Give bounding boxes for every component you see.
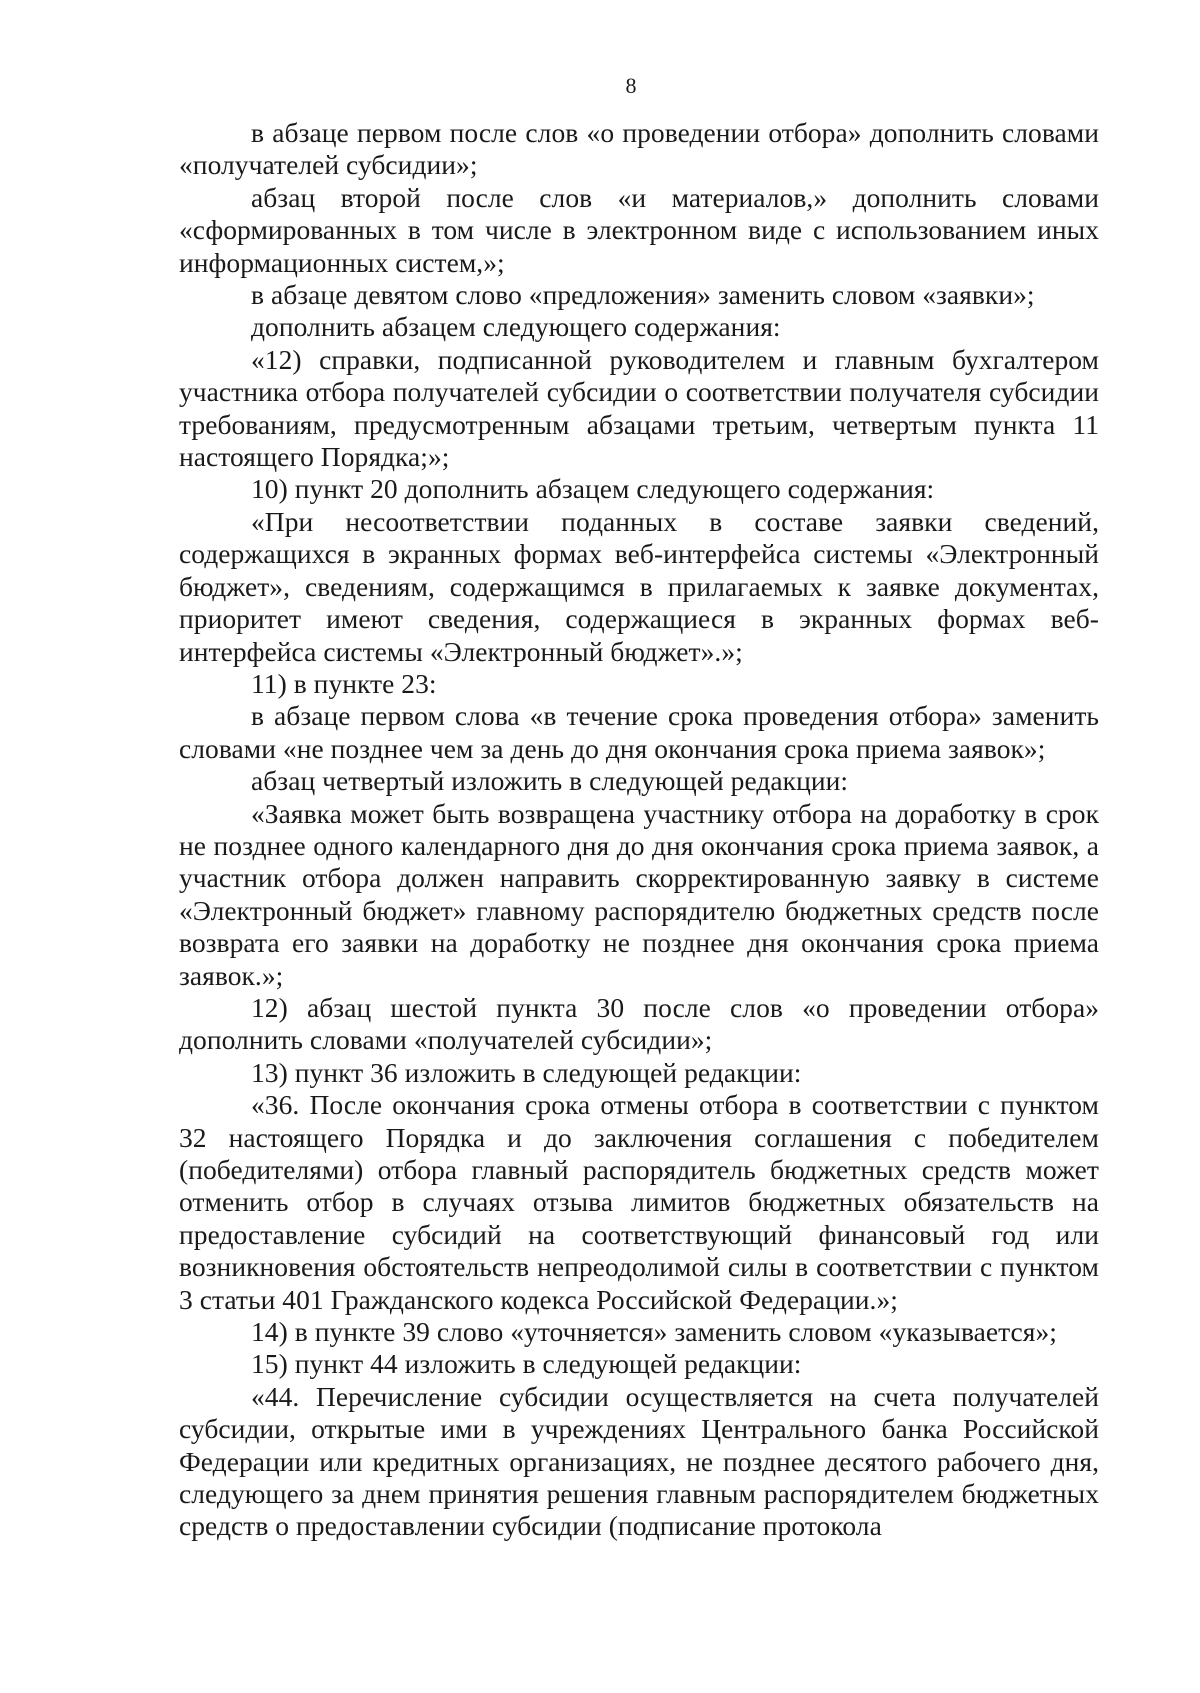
paragraph: 14) в пункте 39 слово «уточняется» заменить словом «указывается»;: [251, 1316, 1057, 1348]
paragraph: дополнить абзацем следующего содержания:: [251, 311, 781, 343]
paragraph: абзац четвертый изложить в следующей редакции:: [251, 765, 849, 797]
paragraph: 10) пункт 20 дополнить абзацем следующего содержания:: [251, 473, 935, 505]
paragraph: «44. Перечисление субсидии осуществляется на счета получателей субсидии, открытые ими в учреждениях Центрального банка Российской Федерации или кредитных организациях, не позднее десятого рабочего дня, следующего за днем принятия решения главным распорядителем бюджетных средств о предоставлении субсидии (подписание протокола: [179, 1380, 1099, 1542]
paragraph: «При несоответствии поданных в составе заявки сведений, содержащихся в экранных формах веб-интерфейса системы «Электронный бюджет», сведениям, содержащимся в прилагаемых к заявке документах, приоритет имеют сведения, содержащиеся в экранных формах веб-интерфейса системы «Электронный бюджет».»;: [179, 505, 1099, 667]
paragraph: 12) абзац шестой пункта 30 после слов «о проведении отбора» дополнить словами «получателей субсидии»;: [179, 991, 1099, 1056]
paragraph: «12) справки, подписанной руководителем и главным бухгалтером участника отбора получателей субсидии о соответствии получателя субсидии требованиям, предусмотренным абзацами третьим, четвертым пункта 11 настоящего Порядка;»;: [179, 343, 1099, 473]
paragraph: 11) в пункте 23:: [251, 667, 437, 699]
paragraph: в абзаце первом слова «в течение срока проведения отбора» заменить словами «не позднее чем за день до дня окончания срока приема заявок»;: [179, 700, 1099, 764]
paragraph: 15) пункт 44 изложить в следующей редакции:: [251, 1348, 802, 1380]
page-number: 8: [625, 73, 637, 98]
document-body: [179, 117, 1099, 1543]
paragraph: «Заявка может быть возвращена участнику отбора на доработку в срок не позднее одного календарного дня до дня окончания срока приема заявок, а участник отбора должен направить скорректированную заявку в системе «Электронный бюджет» главному распорядителю бюджетных средств после возврата его заявки на доработку не позднее дня окончания срока приема заявок.»;: [179, 797, 1099, 991]
paragraph: абзац второй после слов «и материалов,» дополнить словами «сформированных в том числе в электронном виде с использованием иных информационных систем,»;: [179, 181, 1099, 278]
paragraph: «36. После окончания срока отмены отбора в соответствии с пунктом 32 настоящего Порядка и до заключения соглашения с победителем (победителями) отбора главный распорядитель бюджетных средств может отменить отбор в случаях отзыва лимитов бюджетных обязательств на предоставление субсидий на соответствующий финансовый год или возникновения обстоятельств непреодолимой силы в соответствии с пунктом 3 статьи 401 Гражданского кодекса Российской Федерации.»;: [179, 1089, 1099, 1315]
paragraph: в абзаце первом после слов «о проведении отбора» дополнить словами «получателей субсидии»;: [179, 117, 1099, 181]
paragraph: 13) пункт 36 изложить в следующей редакции:: [251, 1056, 802, 1088]
paragraph: в абзаце девятом слово «предложения» заменить словом «заявки»;: [251, 279, 1035, 311]
